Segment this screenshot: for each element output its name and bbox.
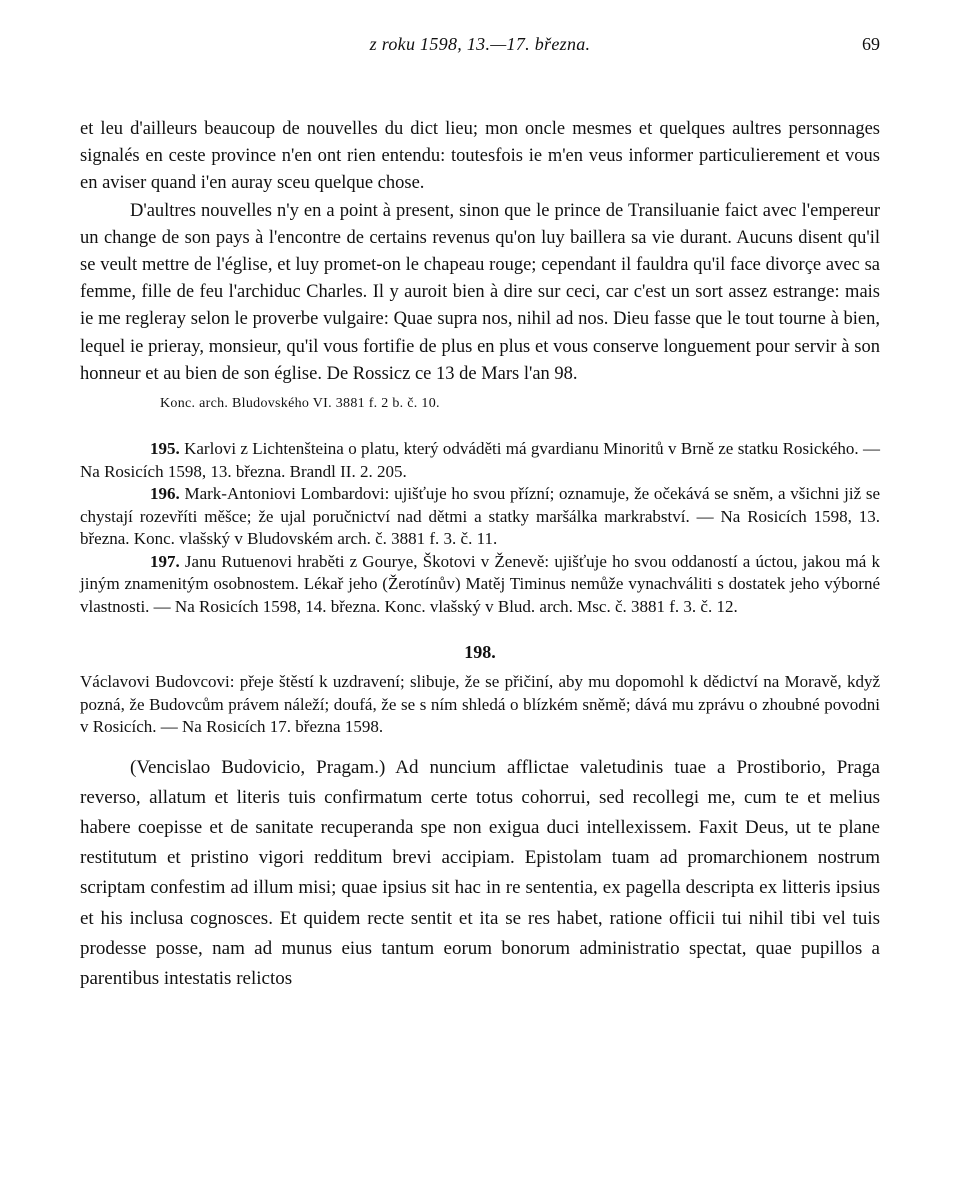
regest-196 xyxy=(80,483,880,551)
regest-number: 196. xyxy=(150,484,180,504)
regest-number: 197. xyxy=(150,551,180,571)
regest-text: Mark-Antoniovi Lombardovi: ujišťuje ho svou přízní; oznamuje, že očekává se sněm, a všichni již se chystají rozevříti měšce; že ujal poručnictví nad dětmi a statky maršálka markrabství. — Na Rosicích 1598, 13. března. Konc. vlašský v Bludovském arch. č. 3881 f. 3. č. 11. xyxy=(80,484,880,549)
page-number: 69 xyxy=(862,34,880,54)
document-page xyxy=(80,22,880,994)
running-header xyxy=(80,22,880,58)
regest-number: 195. xyxy=(150,439,180,459)
running-title: z roku 1598, 13.—17. března. xyxy=(369,34,591,54)
regest-text: Karlovi z Lichtenšteina o platu, který odváděti má gvardianu Minoritů v Brně ze statku Rosického. — Na Rosicích 1598, 13. března. Brandl II. 2. 205. xyxy=(80,439,881,481)
paragraph-2: D'aultres nouvelles n'y en a point à present, sinon que le prince de Transiluanie faict avec l'empereur un change de son pays à l'encontre de certains revenus qu'on luy baillera sa vie durant. Aucuns disent qu'il se veult mettre de l'église, et luy promet-on le chapeau rouge; cependant il fauldra qu'il face divorçe avec sa femme, fille de feu l'archiduc Charles. Il y auroit bien à dire sur ceci, car c'est un sort assez estrange: mais ie me regleray selon le proverbe vulgaire: Quae supra nos, nihil ad nos. Dieu fasse que le tout tourne à bien, lequel ie prieray, monsieur, qu'il vous fortifie de plus en plus et vous conserve longuement pour servir à son honneur et au bien de son église. De Rossicz ce 13 de Mars l'an 98. xyxy=(80,200,880,384)
main-text xyxy=(80,116,880,388)
archive-note: Konc. arch. Bludovského VI. 3881 f. 2 b. č. 10. xyxy=(160,396,440,412)
paragraph-1: et leu d'ailleurs beaucoup de nouvelles du dict lieu; mon oncle mesmes et quelques aultres personnages signalés en ceste province n'en ont rien entendu: toutesfois ie m'en veus informer particulierement et vous en aviser quand i'en auray sceu quelque chose. xyxy=(80,119,880,194)
regest-text: Janu Rutuenovi hraběti z Gourye, Škotovi v Ženevě: ujišťuje ho svou oddaností a úctou, jakou má k jiným znamenitým osobnostem. Lékař jeho (Žerotínův) Matěj Timinus nemůže vynachváliti s dostatek jeho výborné vlastnosti. — Na Rosicích 1598, 14. března. Konc. vlašský v Blud. arch. Msc. č. 3881 f. 3. č. 12. xyxy=(80,551,881,616)
letter-summary: Václavovi Budovcovi: přeje štěstí k uzdravení; slibuje, že se přičiní, aby mu dopomohl k dědictví na Moravě, když pozná, že Budovcům právem náleží; doufá, že se s ním shledá o blízkém sněmě; dává mu zprávu o zhoubné povodni v Rosicích. — Na Rosicích 17. března 1598. xyxy=(80,672,880,737)
regest-195 xyxy=(80,438,880,483)
letter-number: 198. xyxy=(464,642,496,663)
regest-197 xyxy=(80,551,880,619)
letter-body: (Vencislao Budovicio, Pragam.) Ad nuncium afflictae valetudinis tuae a Prostiborio, Praga reverso, allatum et literis tuis confirmatum certe totus cohorrui, sed recollegi me, cum te et melius habere coepisse et de sanitate recuperanda spe non exigua duci intellexissem. Faxit Deus, ut te plane restitutum et pristino vigori redditum brevi accipiam. Epistolam tuam ad promarchionem nostrum scriptam confestim ad illum misi; quae ipsius sit hac in re sententia, ex pagella descripta ex litteris ipsius et his inclusa cognosces. Et quidem recte sentit et ita se res habet, ratione officii tui nihil tibi vel tuis prodesse posse, nam ad munus eius tantum eorum bonorum administratio spectat, quae pupillos a parentibus intestatis relictos xyxy=(80,756,880,989)
